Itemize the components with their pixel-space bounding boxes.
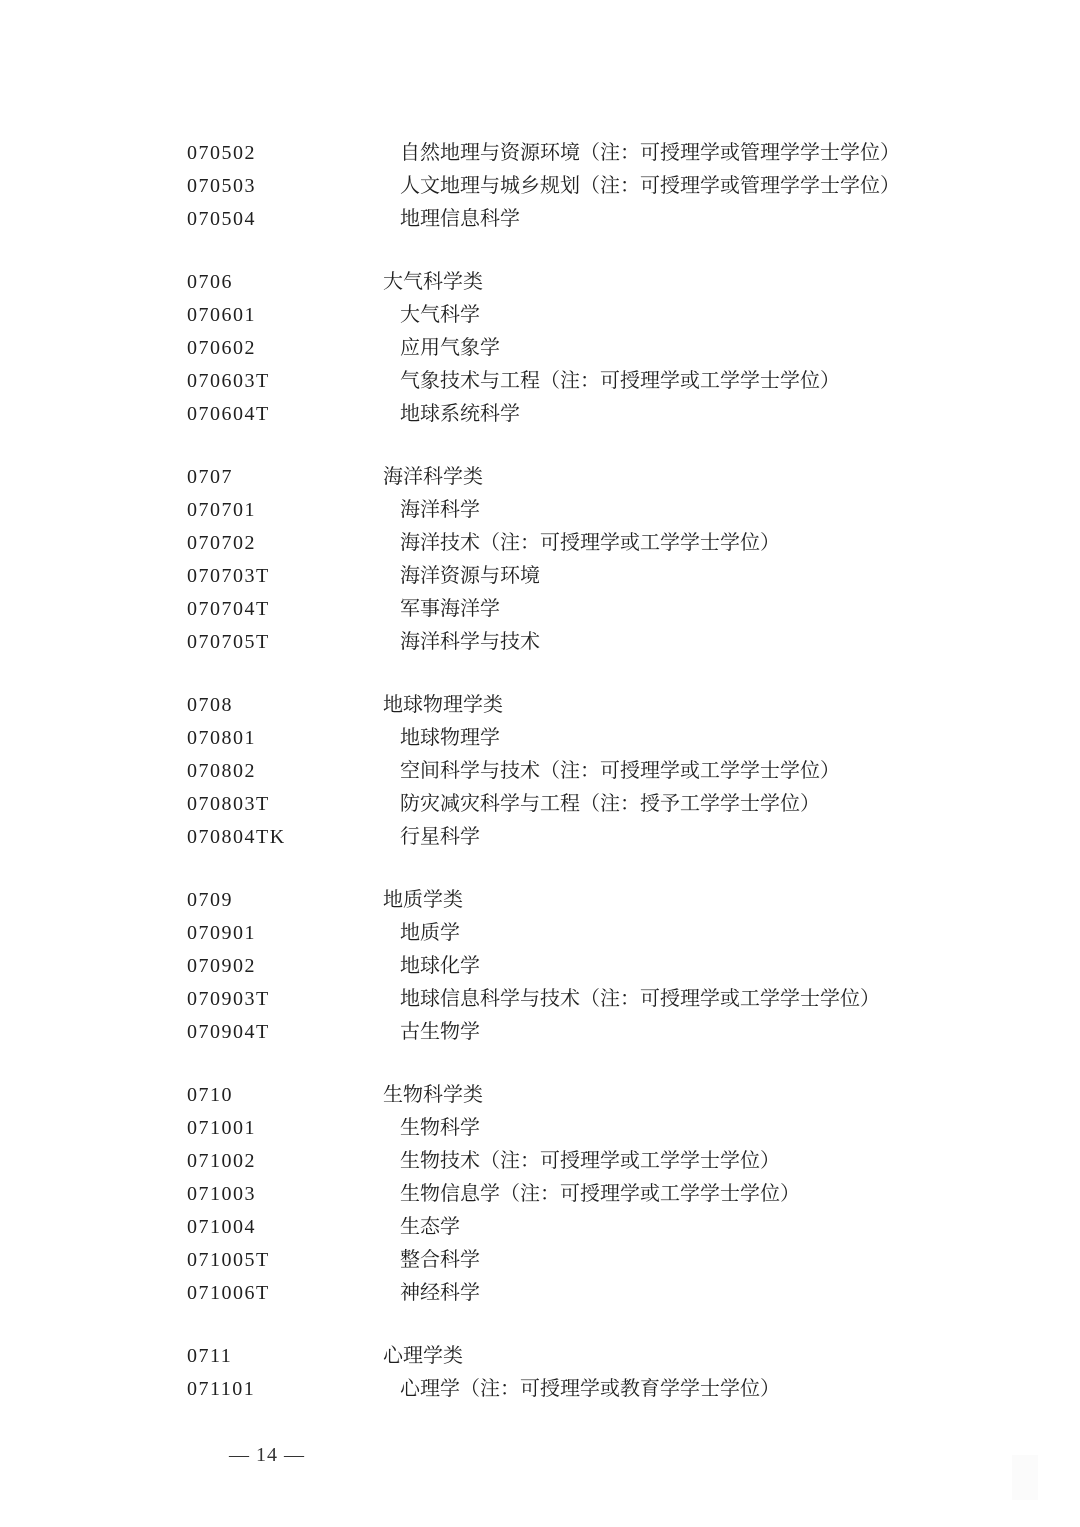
major-name: 大气科学类 [383, 271, 483, 293]
major-name: 生物科学类 [383, 1084, 483, 1106]
major-row [0, 593, 1080, 626]
major-row [0, 821, 1080, 854]
major-name: 地球信息科学与技术（注：可授理学或工学学士学位） [400, 988, 880, 1010]
major-code: 071001 [187, 1117, 256, 1139]
major-row [0, 527, 1080, 560]
major-row [0, 203, 1080, 236]
major-row [0, 950, 1080, 983]
major-code: 070902 [187, 955, 256, 977]
major-name: 海洋科学类 [383, 466, 483, 488]
major-row [0, 299, 1080, 332]
major-row [0, 398, 1080, 431]
major-name: 气象技术与工程（注：可授理学或工学学士学位） [400, 370, 840, 392]
major-code: 070504 [187, 208, 256, 230]
major-name: 心理学（注：可授理学或教育学学士学位） [400, 1378, 780, 1400]
major-name: 行星科学 [400, 826, 480, 848]
major-code: 070901 [187, 922, 256, 944]
category-row [0, 461, 1080, 494]
major-name: 空间科学与技术（注：可授理学或工学学士学位） [400, 760, 840, 782]
major-code: 070503 [187, 175, 256, 197]
major-name: 海洋资源与环境 [400, 565, 540, 587]
major-name: 生物技术（注：可授理学或工学学士学位） [400, 1150, 780, 1172]
major-code: 0709 [187, 889, 233, 911]
major-row [0, 1373, 1080, 1406]
major-code: 070601 [187, 304, 256, 326]
major-name: 地球化学 [400, 955, 480, 977]
major-name: 防灾减灾科学与工程（注：授予工学学士学位） [400, 793, 820, 815]
major-name: 海洋科学与技术 [400, 631, 540, 653]
major-row [0, 1016, 1080, 1049]
major-name: 神经科学 [400, 1282, 480, 1304]
major-row [0, 1112, 1080, 1145]
major-name: 自然地理与资源环境（注：可授理学或管理学学士学位） [400, 142, 900, 164]
major-row [0, 917, 1080, 950]
major-code: 0707 [187, 466, 233, 488]
major-name: 地质学 [400, 922, 460, 944]
major-row [0, 494, 1080, 527]
major-code: 0706 [187, 271, 233, 293]
major-row [0, 170, 1080, 203]
category-row [0, 1340, 1080, 1373]
major-row [0, 365, 1080, 398]
page-footer [205, 1406, 305, 1505]
major-name: 心理学类 [383, 1345, 463, 1367]
major-row [0, 1145, 1080, 1178]
major-code: 070903T [187, 988, 270, 1010]
major-code: 070801 [187, 727, 256, 749]
major-name: 地球物理学 [400, 727, 500, 749]
major-code: 070705T [187, 631, 270, 653]
major-row [0, 722, 1080, 755]
major-name: 人文地理与城乡规划（注：可授理学或管理学学士学位） [400, 175, 900, 197]
category-row [0, 884, 1080, 917]
major-name: 地球物理学类 [383, 694, 503, 716]
major-row [0, 1277, 1080, 1310]
major-row [0, 788, 1080, 821]
major-code: 071003 [187, 1183, 256, 1205]
major-name: 大气科学 [400, 304, 480, 326]
major-code: 0711 [187, 1345, 233, 1367]
major-code: 071005T [187, 1249, 270, 1271]
major-name: 应用气象学 [400, 337, 500, 359]
major-row [0, 983, 1080, 1016]
major-code: 070704T [187, 598, 270, 620]
major-row [0, 626, 1080, 659]
major-code: 070502 [187, 142, 256, 164]
major-code: 070802 [187, 760, 256, 782]
major-code: 071004 [187, 1216, 256, 1238]
major-name: 海洋科学 [400, 499, 480, 521]
major-code: 070602 [187, 337, 256, 359]
major-code: 070703T [187, 565, 270, 587]
major-row [0, 1244, 1080, 1277]
major-row [0, 560, 1080, 593]
major-code: 071002 [187, 1150, 256, 1172]
category-row [0, 1079, 1080, 1112]
major-code: 071006T [187, 1282, 270, 1304]
major-row [0, 137, 1080, 170]
major-name: 整合科学 [400, 1249, 480, 1271]
major-code: 0708 [187, 694, 233, 716]
major-name: 生物信息学（注：可授理学或工学学士学位） [400, 1183, 800, 1205]
major-code: 0710 [187, 1084, 233, 1106]
major-code: 070804TK [187, 826, 286, 848]
scan-artifact [1012, 1455, 1038, 1500]
major-code: 070904T [187, 1021, 270, 1043]
major-row [0, 332, 1080, 365]
major-code: 070603T [187, 370, 270, 392]
major-row [0, 1178, 1080, 1211]
major-row [0, 1211, 1080, 1244]
major-code: 070604T [187, 403, 270, 425]
major-name: 地球系统科学 [400, 403, 520, 425]
page-number: — 14 — [229, 1444, 305, 1466]
majors-code-list [0, 137, 1080, 1406]
major-name: 军事海洋学 [400, 598, 500, 620]
major-code: 070803T [187, 793, 270, 815]
category-row [0, 689, 1080, 722]
major-row [0, 755, 1080, 788]
major-code: 071101 [187, 1378, 256, 1400]
major-name: 生态学 [400, 1216, 460, 1238]
major-name: 古生物学 [400, 1021, 480, 1043]
major-name: 海洋技术（注：可授理学或工学学士学位） [400, 532, 780, 554]
major-name: 生物科学 [400, 1117, 480, 1139]
major-name: 地质学类 [383, 889, 463, 911]
major-code: 070702 [187, 532, 256, 554]
major-name: 地理信息科学 [400, 208, 520, 230]
major-code: 070701 [187, 499, 256, 521]
category-row [0, 266, 1080, 299]
